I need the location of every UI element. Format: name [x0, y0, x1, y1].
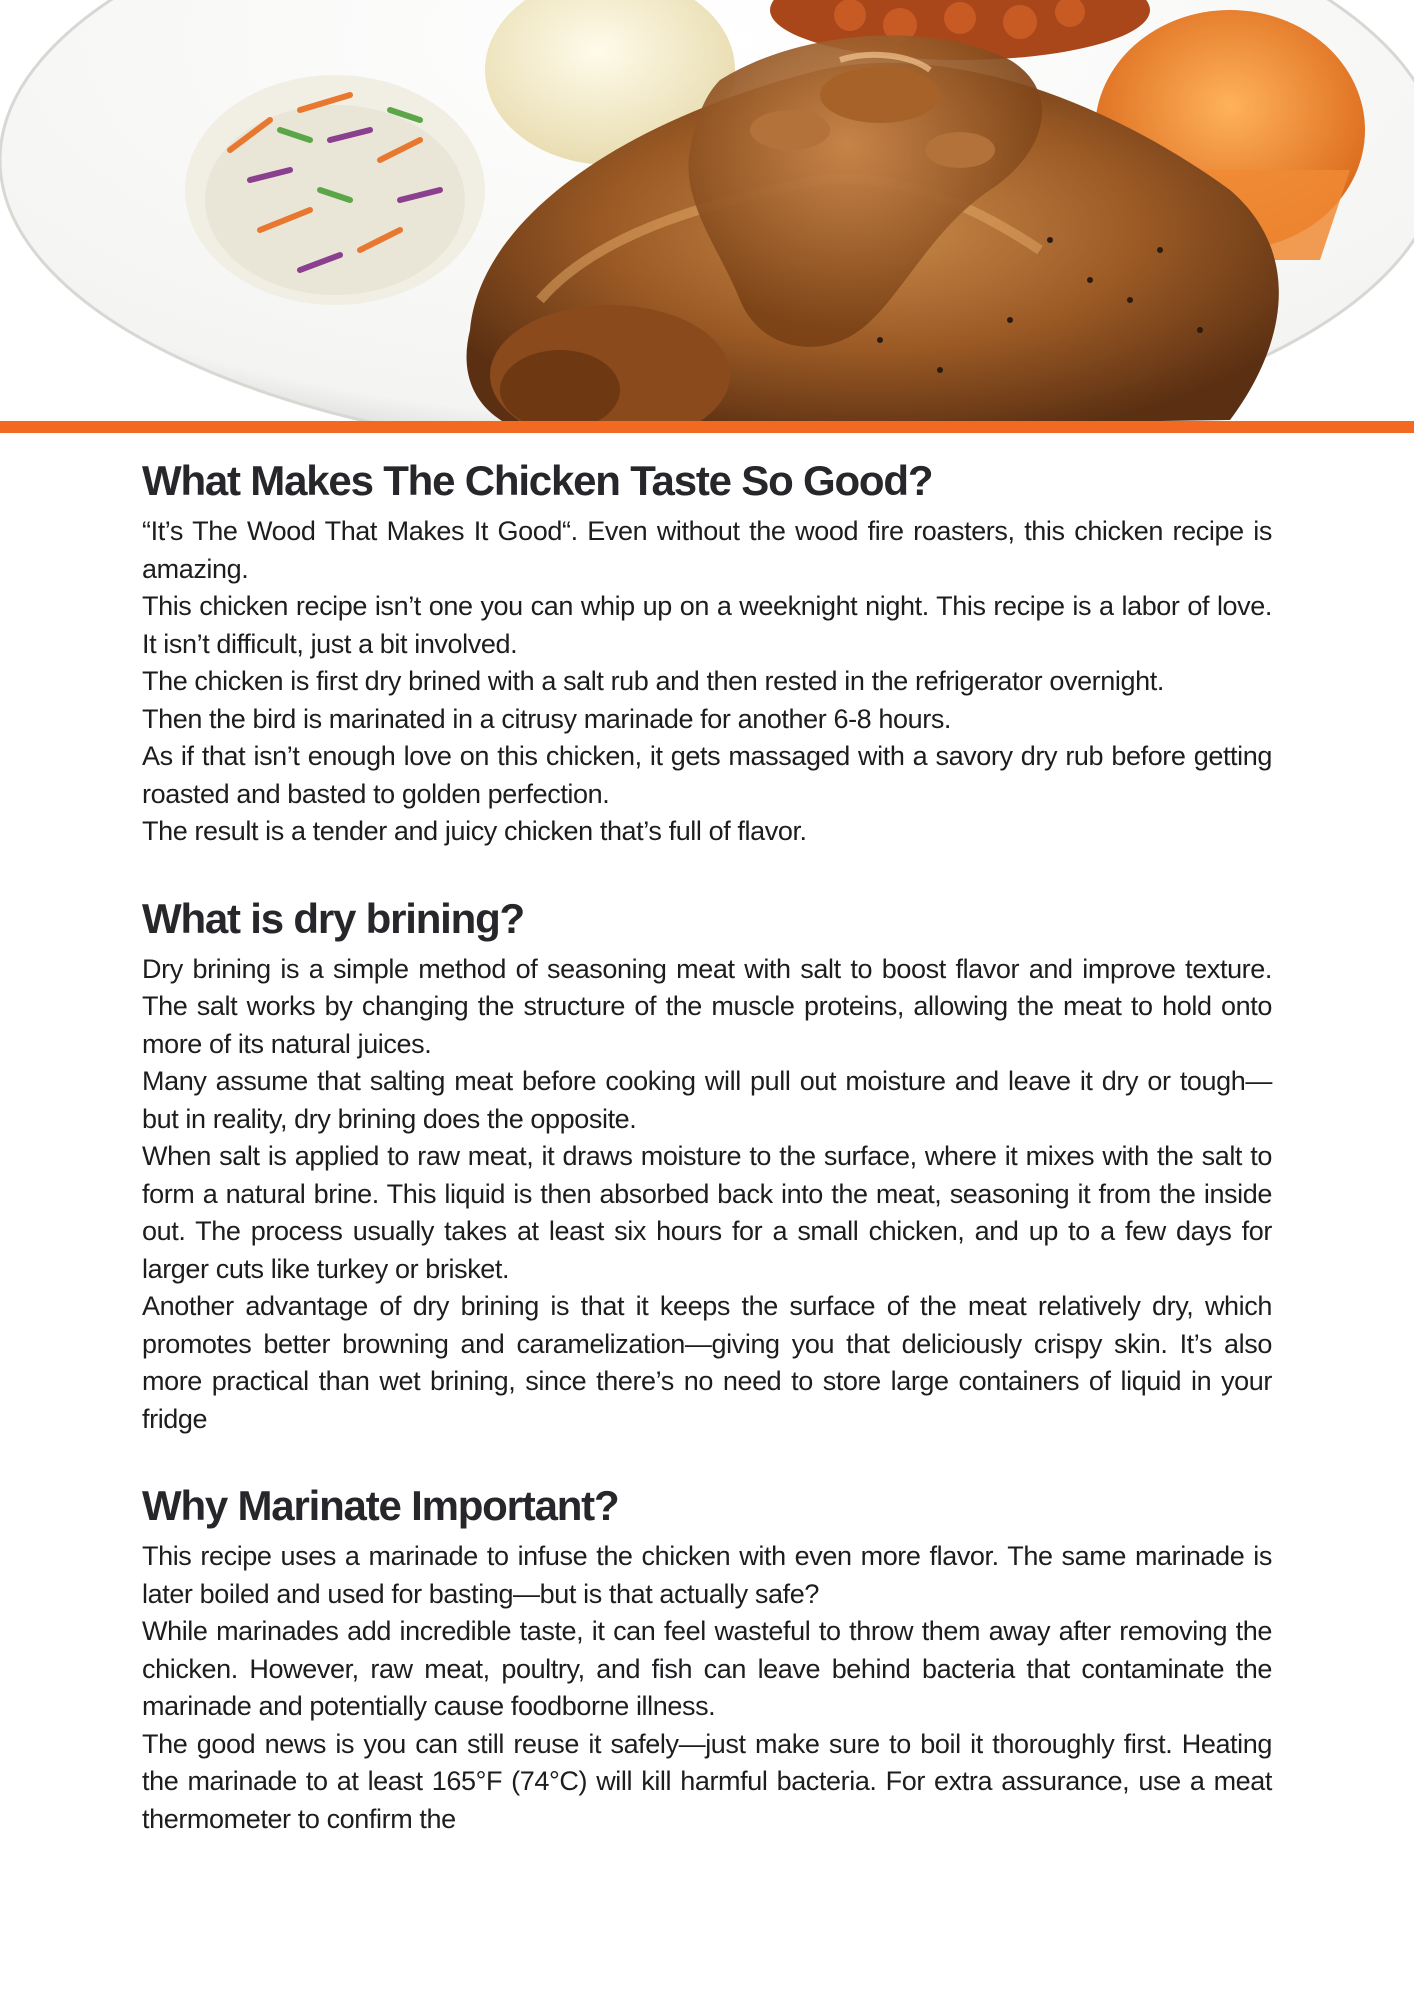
- paragraph: This recipe uses a marinade to infuse the chicken with even more flavor. The same marinade is later boiled and used for basting—but is that actually safe?: [142, 1541, 1272, 1609]
- paragraph: The chicken is first dry brined with a salt rub and then rested in the refrigerator overnight.: [142, 666, 1164, 696]
- section-heading: What Makes The Chicken Taste So Good?: [142, 457, 933, 504]
- section-dry-brining: [142, 893, 1272, 1439]
- paragraph: Then the bird is marinated in a citrusy marinade for another 6-8 hours.: [142, 703, 952, 734]
- paragraph: While marinades add incredible taste, it can feel wasteful to throw them away after removing the chicken. However, raw meat, poultry, and fish can leave behind bacteria that contaminate the marinade and potentially cause foodborne illness.: [142, 1616, 1272, 1721]
- paragraph: The good news is you can still reuse it safely—just make sure to boil it thoroughly first. Heating the marinade to at least 165°F (74°C) will kill harmful bacteria. For extra assurance, use a meat thermometer to confirm the: [142, 1728, 1272, 1834]
- paragraph: As if that isn’t enough love on this chicken, it gets massaged with a savory dry rub before getting roasted and basted to golden perfection.: [142, 741, 1272, 809]
- paragraph: “It’s The Wood That Makes It Good“. Even without the wood fire roasters, this chicken recipe is amazing.: [142, 516, 1272, 584]
- section-heading: What is dry brining?: [142, 894, 524, 942]
- article-body: [142, 455, 1272, 1880]
- section-heading: Why Marinate Important?: [142, 1482, 619, 1529]
- hero-image: [0, 0, 1414, 430]
- paragraph: Another advantage of dry brining is that it keeps the surface of the meat relatively dry, which promotes better browning and caramelization—giving you that deliciously crispy skin. It’s also more practical than wet brining, since there’s no need to store large containers of liquid in your fridge: [142, 1291, 1272, 1434]
- section-marinate: [142, 1480, 1272, 1838]
- paragraph: Dry brining is a simple method of seasoning meat with salt to boost flavor and improve texture. The salt works by changing the structure of the muscle proteins, allowing the meat to hold onto more of its natural juices.: [142, 953, 1272, 1059]
- paragraph: When salt is applied to raw meat, it draws moisture to the surface, where it mixes with the salt to form a natural brine. This liquid is then absorbed back into the meat, seasoning it from the inside out. The process usually takes at least six hours for a small chicken, and up to a few days for larger cuts like turkey or brisket.: [142, 1141, 1272, 1284]
- paragraph: The result is a tender and juicy chicken that’s full of flavor.: [142, 816, 807, 846]
- paragraph: Many assume that salting meat before cooking will pull out moisture and leave it dry or tough—but in reality, dry brining does the opposite.: [142, 1066, 1272, 1134]
- paragraph: This chicken recipe isn’t one you can whip up on a weeknight night. This recipe is a labor of love. It isn’t difficult, just a bit involved.: [142, 591, 1272, 659]
- section-taste: [142, 455, 1272, 851]
- accent-divider: [0, 421, 1414, 433]
